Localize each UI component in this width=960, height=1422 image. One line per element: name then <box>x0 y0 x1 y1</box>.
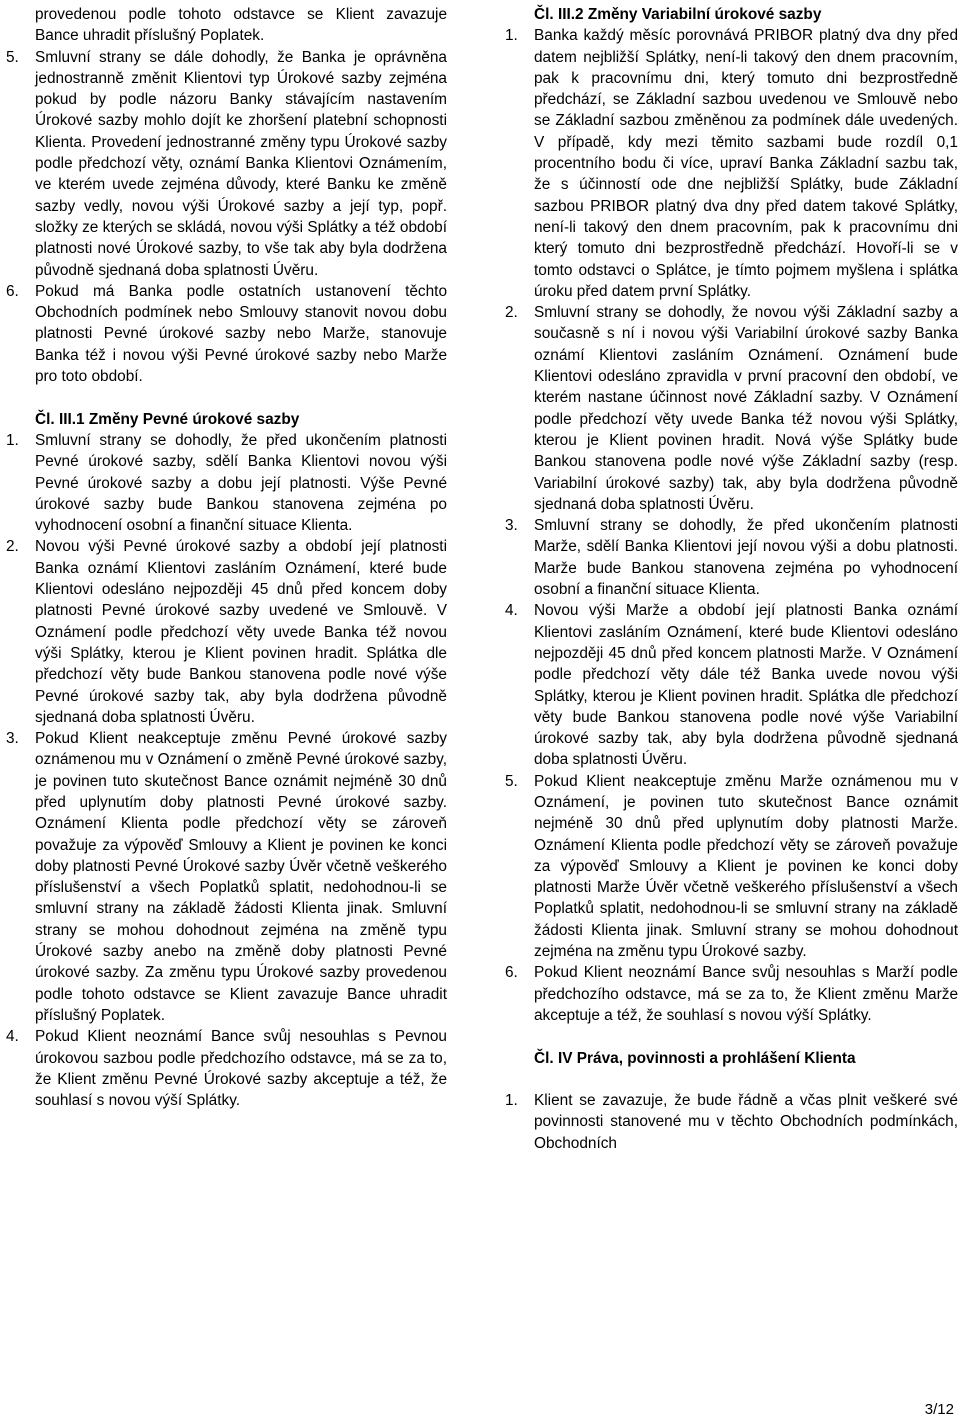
clause-text: Smluvní strany se dohodly, že před ukončením platnosti Marže, sdělí Banka Klientovi její novou výši a dobu platnosti. Marže bude Bankou stanovena zejména po vyhodnocení osobní a finanční situace Klienta. <box>534 517 958 599</box>
clause-text: Novou výši Pevné úrokové sazby a období její platnosti Banka oznámí Klientovi zasláním Oznámení, které bude Klientovi odesláno nejpozději 45 dnů před koncem doby platnosti Pevné úrokové sazby uvedené ve Smlouvě. V Oznámení podle předchozí věty uvede Banka též novou výši Splátky, kterou je Klient povinen hradit. Splátka dle předchozí věty bude Bankou stanovena podle nové výše Pevné úrokové sazby tak, aby byla dodržena původně sjednaná doba splatnosti Úvěru. <box>35 538 447 726</box>
clause-item <box>6 47 447 281</box>
clause-item <box>6 536 447 728</box>
clause-item <box>6 430 447 536</box>
clause-text: Smluvní strany se dále dohodly, že Banka je oprávněna jednostranně změnit Klientovi typ Úrokové sazby zejména pokud by podle názoru Banky stávajícím nastavením Úrokové sazby mohlo dojít ke zhoršení platební schopnosti Klienta. Provedení jednostranné změny typu Úrokové sazby podle předchozí věty, oznámí Banka Klientovi Oznámením, ve kterém uvede zejména důvody, které Banku ke změně sazby vedly, novou výši Úrokové sazby a její typ, popř. složky ze kterých se skládá, novou výši Splátky a též období platnosti nové Úrokové sazby, to vše tak aby byla dodržena původně sjednaná doba splatnosti Úvěru. <box>35 48 447 279</box>
section-heading: Čl. IV Práva, povinnosti a prohlášení Klienta <box>534 1049 856 1067</box>
clause-text: Smluvní strany se dohodly, že před ukončením platnosti Pevné úrokové sazby, sdělí Banka Klientovi novou výši Pevné úrokové sazby a dobu její platnosti. Výše Pevné úrokové sazby bude Bankou stanovena zejména po vyhodnocení osobní a finanční situace Klienta. <box>35 431 447 535</box>
clause-text: Klient se zavazuje, že bude řádně a včas plnit veškeré své povinnosti stanovené mu v těchto Obchodních podmínkách, Obchodních <box>534 1092 958 1152</box>
clause-text: Pokud Klient neoznámí Bance svůj nesouhlas s Marží podle předchozího odstavce, má se za to, že Klient změnu Marže akceptuje a též, že souhlasí s novou výší Splátky. <box>534 964 958 1024</box>
section-heading: Čl. III.1 Změny Pevné úrokové sazby <box>35 410 300 428</box>
clause-item <box>6 728 447 1026</box>
page-number: 3/12 <box>924 1401 954 1418</box>
clause-number: 4. <box>505 602 518 620</box>
clause-number: 1. <box>505 27 518 45</box>
spacer <box>505 1069 958 1090</box>
clause-text: Pokud Klient neakceptuje změnu Pevné úrokové sazby oznámenou mu v Oznámení o změně Pevné úrokové sazby, je povinen tuto skutečnost Bance oznámit nejméně 30 dnů před uplynutím doby platnosti Pevné úrokové sazby. Oznámení Klienta podle předchozí věty se zároveň považuje za výpověď Smlouvy a Klient je povinen ke konci doby platnosti Pevné Úrokové sazby Úvěr včetně veškerého příslušenství a všech Poplatků splatit, nedohodnou-li se smluvní strany na základě žádosti Klienta jinak. Smluvní strany se mohou dohodnout zejména na změně typu Úrokové sazby anebo na změně doby platnosti Pevné úrokové sazby. Za změnu typu Úrokové sazby provedenou podle tohoto odstavce se Klient zavazuje Bance uhradit příslušný Poplatek. <box>35 730 447 1024</box>
clause-number: 3. <box>505 517 518 535</box>
clause-item <box>505 1090 958 1154</box>
clause-text: Pokud Klient neoznámí Bance svůj nesouhlas s Pevnou úrokovou sazbou podle předchozího odstavce, má se za to, že Klient změnu Pevné Úrokové sazby akceptuje a též, že souhlasí s novou výší Splátky. <box>35 1028 447 1110</box>
paragraph-continuation: provedenou podle tohoto odstavce se Klient zavazuje Bance uhradit příslušný Poplatek. <box>35 6 447 45</box>
clause-item <box>505 515 958 600</box>
spacer <box>505 1026 958 1047</box>
clause-number: 1. <box>505 1092 518 1110</box>
clause-number: 2. <box>505 304 518 322</box>
clause-item <box>505 600 958 770</box>
clause-text: Novou výši Marže a období její platnosti Banka oznámí Klientovi zasláním Oznámení, které bude Klientovi odesláno nejpozději 45 dnů před koncem platnosti Marže. V Oznámení podle předchozí věty dále též Banka uvede novou výši Splátky, kterou je Klient povinen hradit. Splátka dle předchozí věty bude Bankou stanovena podle nové výše Variabilní úrokové sazby tak, aby byla dodržena původně sjednaná doba splatnosti Úvěru. <box>534 602 958 769</box>
right-column <box>505 4 958 1154</box>
section-heading: Čl. III.2 Změny Variabilní úrokové sazby <box>534 6 822 23</box>
clause-text: Smluvní strany se dohodly, že novou výši Základní sazby a současně s ní i novou výši Variabilní úrokové sazby Banka oznámí Klientovi zasláním Oznámení. Oznámení bude Klientovi odesláno zpravidla v první pracovní den období, ve kterém nastane účinnost nové Základní sazby. V Oznámení podle předchozí věty uvede Banka též novou výši Splátky, kterou je Klient povinen hradit. Nová výše Splátky bude Bankou stanovena podle nové výše Základní sazby (resp. Variabilní úrokové sazby) tak, aby byla dodržena původně sjednaná doba splatnosti Úvěru. <box>534 304 958 513</box>
clause-number: 2. <box>6 538 19 556</box>
clause-item <box>505 25 958 302</box>
clause-item <box>6 281 447 387</box>
clause-item <box>505 771 958 963</box>
clause-item <box>6 1026 447 1111</box>
clause-text: Pokud má Banka podle ostatních ustanovení těchto Obchodních podmínek nebo Smlouvy stanovit novou dobu platnosti Pevné úrokové sazby nebo Marže, stanovuje Banka též i novou výši Pevné úrokové sazby nebo Marže pro toto období. <box>35 282 447 386</box>
clause-number: 1. <box>6 431 19 449</box>
clause-number: 6. <box>505 964 518 982</box>
clause-text: Pokud Klient neakceptuje změnu Marže oznámenou mu v Oznámení, je povinen tuto skutečnost Bance oznámit nejméně 30 dnů před uplynutím doby platnosti Marže. Oznámení Klienta podle předchozí věty se zároveň považuje za výpověď Smlouvy a Klient je povinen ke konci doby platnosti Marže Úvěr včetně veškerého příslušenství a všech Poplatků splatit, nedohodnou-li se smluvní strany na základě žádosti Klienta jinak. Smluvní strany se mohou dohodnout zejména na změnu typu Úrokové sazby. <box>534 772 958 961</box>
clause-text: Banka každý měsíc porovnává PRIBOR platný dva dny před datem nejbližší Splátky, není-li takový den dnem pracovním, pak k pracovnímu dni, který tomuto dni bezprostředně předchází, se Základní sazbou uvedenou ve Smlouvě nebo se Základní sazbou změněnou za podmínek dále uvedených. V případě, kdy mezi těmito sazbami bude rozdíl 0,1 procentního bodu či více, upraví Banka Základní sazbu tak, že s účinností ode dne nejbližší Splátky, bude Základní sazbou PRIBOR platný dva dny před datem takové Splátky, není-li takový den dnem pracovním, pak k pracovnímu dni který tomuto dni bezprostředně předchází. Hovoří-li se v tomto odstavci o Splátce, je tímto pojmem myšlena i splátka úroku před datem první Splátky. <box>534 27 958 300</box>
spacer <box>6 387 447 408</box>
clause-item <box>505 302 958 515</box>
clause-number: 5. <box>6 48 19 66</box>
left-column <box>6 4 447 1111</box>
clause-item <box>505 962 958 1026</box>
clause-number: 3. <box>6 730 19 748</box>
clause-number: 6. <box>6 282 19 300</box>
clause-number: 4. <box>6 1028 19 1046</box>
clause-number: 5. <box>505 772 518 790</box>
